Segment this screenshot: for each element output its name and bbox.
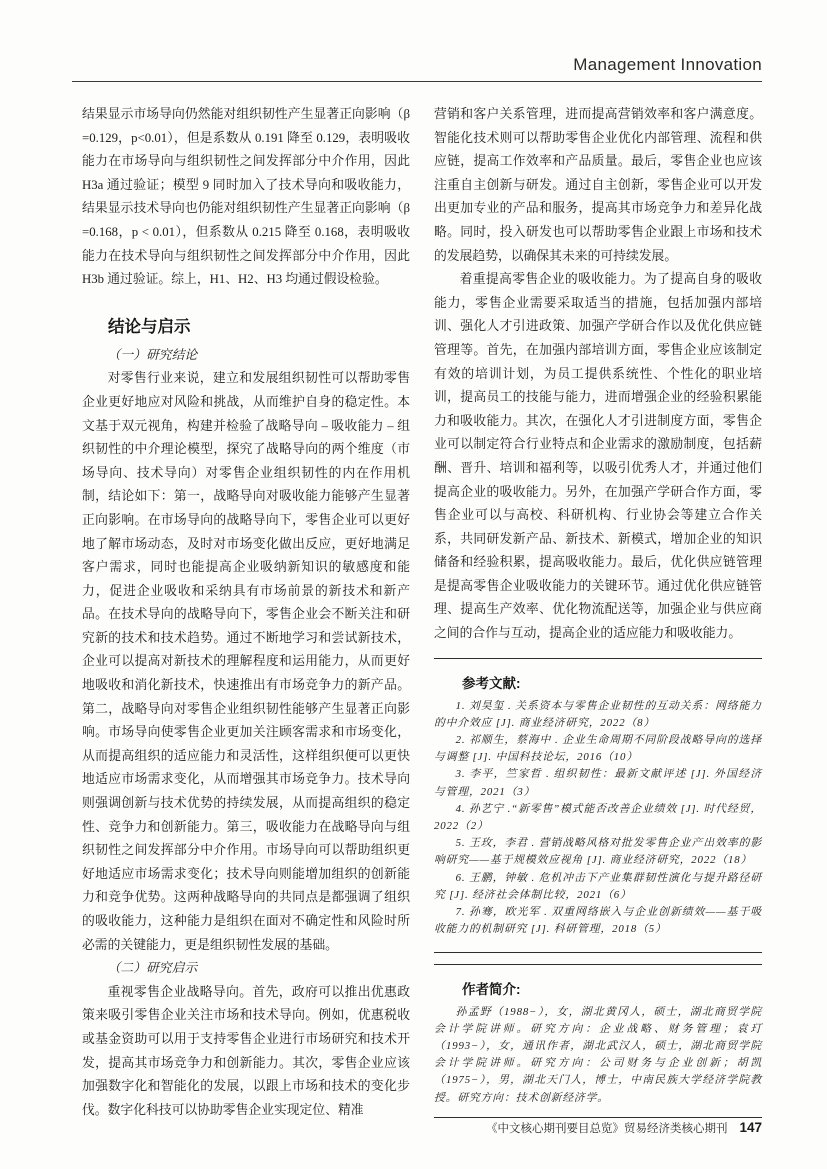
results-continued-paragraph: 结果显示市场导向仍然能对组织韧性产生显著正向影响（β =0.129，p<0.01），但是系数从 0.191 降至 0.129，表明吸收能力在市场导向与组织韧性之间发挥部分中介作用，因此 H3a 通过验证；模型 9 同时加入了技术导向和吸收能力，结果显示技术导向也仍能对组织韧性产生显著正向影响（β =0.168，p < 0.01），但系数从 0.215 降至 0.168，表明吸收能力在技术导向与组织韧性之间发挥部分中介作用，因此 H3b 通过验证。综上，H1、H2、H3 均通过假设检验。 bbox=[82, 107, 410, 287]
page-number: 147 bbox=[739, 1120, 762, 1135]
page-footer bbox=[486, 1120, 762, 1136]
reference-item: 5. 王玫，李君 . 营销战略风格对批发零售企业产出效率的影响研究——基于规模效应视角 [J]. 商业经济研究，2022（18） bbox=[434, 837, 762, 867]
research-implications-paragraph: 重视零售企业战略导向。首先，政府可以推出优惠政策来吸引零售企业关注市场和技术导向。例如，优惠税收或基金资助可以用于支持零售企业进行市场研究和技术开发，提高其市场竞争力和创新能力。其次，零售企业应该加强数字化和智能化的发展，以跟上市场和技术的变化步伐。数字化科技可以协助零售企业实现定位、精准 bbox=[82, 984, 410, 1117]
author-bio: 孙孟野（1988−），女，湖北黄冈人，硕士，湖北商贸学院会计学院讲师。研究方向：企业战略、财务管理；袁玎（1993−），女，通讯作者，湖北武汉人，硕士，湖北商贸学院会计学院讲师。研究方向：公司财务与企业创新；胡凯（1975−），男，湖北天门人，博士，中南民族大学经济学院教授。研究方向：技术创新经济学。 bbox=[434, 1005, 762, 1104]
running-head: Management Innovation bbox=[573, 55, 762, 74]
conclusions-section-heading: 结论与启示 bbox=[108, 317, 191, 336]
reference-item: 7. 孙骞，欧光军 . 双重网络嵌入与企业创新绩效——基于吸收能力的机制研究 [J]. 科研管理，2018（5） bbox=[434, 906, 762, 936]
authors-section-divider bbox=[434, 952, 762, 965]
two-column-layout bbox=[82, 103, 762, 1122]
research-conclusion-subheading: （一）研究结论 bbox=[107, 347, 198, 362]
reference-item: 6. 王鹏，钟敏 . 危机冲击下产业集群韧性演化与提升路径研究 [J]. 经济社会体制比较，2021（6） bbox=[434, 871, 762, 901]
left-column bbox=[82, 103, 410, 1122]
references-top-divider bbox=[434, 658, 762, 659]
reference-item: 2. 祁顺生，蔡海中 . 企业生命周期不同阶段战略导向的选择与调整 [J]. 中国科技论坛，2016（10） bbox=[434, 734, 762, 764]
reference-item: 3. 李平，竺家哲 . 组织韧性：最新文献评述 [J]. 外国经济与管理，2021（3） bbox=[434, 768, 762, 798]
references-heading: 参考文献: bbox=[462, 675, 521, 691]
reference-item: 4. 孙艺宁 .“新零售”模式能否改善企业绩效 [J]. 时代经贸，2022（2） bbox=[434, 802, 762, 833]
marketing-continued-paragraph: 营销和客户关系管理，进而提高营销效率和客户满意度。智能化技术则可以帮助零售企业优化内部管理、流程和供应链，提高工作效率和产品质量。最后，零售企业也应该注重自主创新与研发。通过自主创新，零售企业可以开发出更加专业的产品和服务，提高其市场竞争力和差异化战略。同时，投入研发也可以帮助零售企业跟上市场和技术的发展趋势，以确保其未来的可持续发展。 bbox=[434, 107, 762, 263]
journal-note: 《中文核心期刊要目总览》贸易经济类核心期刊 bbox=[485, 1123, 728, 1135]
absorptive-capacity-paragraph: 着重提高零售企业的吸收能力。为了提高自身的吸收能力，零售企业需要采取适当的措施，包括加强内部培训、强化人才引进政策、加强产学研合作以及优化供应链管理等。首先，在加强内部培训方面，零售企业应该制定有效的培训计划，为员工提供系统性、个性化的职业培训，提高员工的技能与能力，进而增强企业的经验积累能力和吸收能力。其次，在强化人才引进制度方面，零售企业可以制定符合行业特点和企业需求的激励制度，包括薪酬、晋升、培训和福利等，以吸引优秀人才，并通过他们提高企业的吸收能力。另外，在加强产学研合作方面，零售企业可以与高校、科研机构、行业协会等建立合作关系，共同研发新产品、新技术、新模式，增加企业的知识储备和经验积累，提高吸收能力。最后，优化供应链管理是提高零售企业吸收能力的关键环节。通过优化供应链管理、提高生产效率、优化物流配送等，加强企业与供应商之间的合作与互动，提高企业的适应能力和吸收能力。 bbox=[434, 272, 762, 641]
authors-bottom-divider bbox=[434, 1117, 762, 1118]
authors-heading: 作者简介: bbox=[462, 981, 521, 997]
header-divider bbox=[72, 81, 762, 82]
reference-item: 1. 刘昊玺 . 关系资本与零售企业韧性的互动关系：网络能力的中介效应 [J]. 商业经济研究，2022（8） bbox=[434, 699, 762, 729]
right-column bbox=[434, 103, 762, 1122]
research-conclusion-paragraph: 对零售行业来说，建立和发展组织韧性可以帮助零售企业更好地应对风险和挑战，从而维护自身的稳定性。本文基于双元视角，构建并检验了战略导向 – 吸收能力 – 组织韧性的中介理论模型，探究了战略导向的两个维度（市场导向、技术导向）对零售企业组织韧性的内在作用机制，结论如下：第一，战略导向对吸收能力能够产生显著正向影响。在市场导向的战略导向下，零售企业可以更好地了解市场动态，及时对市场变化做出反应，更好地满足客户需求，同时也能提高企业吸纳新知识的敏感度和能力，促进企业吸收和采纳具有市场前景的新技术和新产品。在技术导向的战略导向下，零售企业会不断关注和研究新的技术和技术趋势。通过不断地学习和尝试新技术，企业可以提高对新技术的理解程度和运用能力，从而更好地吸收和消化新技术，快速推出有市场竞争力的新产品。第二，战略导向对零售企业组织韧性能够产生显著正向影响。市场导向使零售企业更加关注顾客需求和市场变化，从而提高组织的适应能力和灵活性，这样组织便可以更快地适应市场需求变化，从而增强其市场竞争力。技术导向则强调创新与技术优势的持续发展，从而提高组织的稳定性、竞争力和创新能力。第三，吸收能力在战略导向与组织韧性之间发挥部分中介作用。市场导向可以帮助组织更好地适应市场需求变化；技术导向则能增加组织的创新能力和竞争优势。这两种战略导向的共同点是都强调了组织的吸收能力，这种能力是组织在面对不确定性和风险时所必需的关键能力，更是组织韧性发展的基础。 bbox=[82, 371, 410, 952]
research-implications-subheading: （二）研究启示 bbox=[107, 961, 198, 976]
